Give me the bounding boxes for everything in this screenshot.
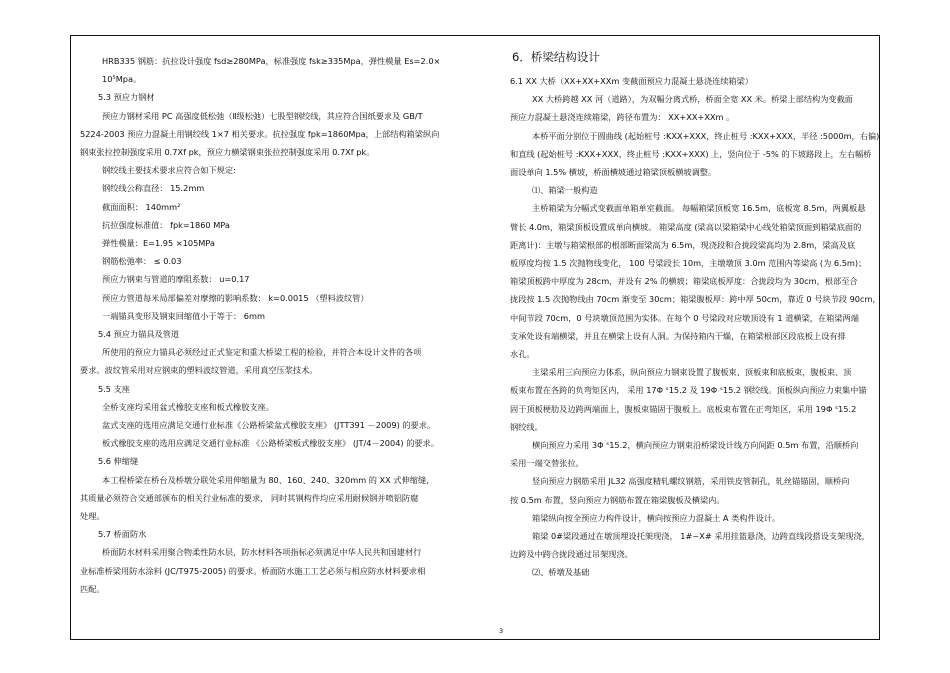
text-line: 5.5 支座 xyxy=(98,383,130,394)
text-line: 钢筋松弛率： ≤ 0.03 xyxy=(102,256,182,267)
text-line: 按 0.5m 布置，竖向预应力钢筋布置在箱梁腹板及横梁内。 xyxy=(510,494,725,505)
text-line: 5.7 桥面防水 xyxy=(98,529,147,540)
text-line: 主桥箱梁为分幅式变截面单箱单室截面。 每幅箱梁顶板宽 16.5m，底板宽 8.5m，两翼板悬 xyxy=(532,203,866,214)
text-line: 钢绞线。 xyxy=(510,421,543,432)
text-line: 预应力管道每米局部偏差对摩擦的影响系数： k=0.0015 （塑料波纹管） xyxy=(102,292,369,303)
text-line: 桥面防水材料采用聚合物柔性防水层，防水材料各项指标必须满足中华人民共和国建材行 xyxy=(102,547,422,558)
left-column xyxy=(80,52,463,598)
text-line: 箱梁顶板跨中厚度为 28cm，并设有 2% 的横坡；箱梁底板厚度：合拢段均为 30cm，根部至合 xyxy=(510,276,858,287)
text-line: 5224-2003 预应力混凝土用钢绞线 1×7 相关要求。抗拉强度 fpk=1860Mpa，上部结构箱梁纵向 xyxy=(80,128,440,139)
text-line: 所使用的预应力锚具必须经过正式鉴定和重大桥梁工程的检验，并符合本设计文件的各项 xyxy=(102,347,422,358)
text-line: 5.6 伸缩缝 xyxy=(98,456,139,467)
text-line: 本桥平面分别位于圆曲线 (起始桩号 :KXX+XXX，终止桩号 :KXX+XXX，半径 :5000m，右偏) xyxy=(532,130,880,141)
text-line: 固于顶板梗肋及边跨两端面上，腹板束锚固于腹板上。底板束布置在正弯矩区，采用 19Φ ˢ15.2 xyxy=(510,403,857,414)
text-line: 预应力钢束与管道的摩阻系数： u=0.17 xyxy=(102,274,250,285)
text-line: 其质量必须符合交通部颁布的相关行业标准的要求， 同时其钢构件均应采用耐候钢并喷铝防腐 xyxy=(80,492,419,503)
text-line: 一端锚具变形及钢束回缩值小于等于： 6mm xyxy=(102,310,265,321)
text-line: 面设单向 1.5% 横坡，桥面横坡通过箱梁顶板横坡调整。 xyxy=(510,167,717,178)
text-line: 预应力混凝土悬浇连续箱梁，跨径布置为： XX+XX+XXm 。 xyxy=(510,112,735,123)
text-line: ⑴、箱梁一般构造 xyxy=(532,185,598,196)
text-line: 水孔。 xyxy=(510,349,535,360)
text-line: 10⁵Mpa。 xyxy=(102,74,142,85)
text-line: 6.1 XX 大桥（XX+XX+XXm 变截面预应力混凝土悬浇连续箱梁） xyxy=(510,76,753,86)
text-line: 板式橡胶支座的选用应满足交通行业标准 《公路桥梁板式橡胶支座》 (JT/4－2004) 的要求。 xyxy=(102,438,439,449)
text-line: 采用一端交替张拉。 xyxy=(510,458,584,469)
text-line: 截面面积： 140mm² xyxy=(102,201,181,212)
text-line: 钢束张拉控制强度采用 0.7Xf pk，预应力横梁钢束张拉控制强度采用 0.7Xf pk。 xyxy=(80,147,375,158)
text-line: 5.4 预应力锚具及管道 xyxy=(98,329,180,340)
text-line: 业标准桥梁用防水涂料 (JC/T975-2005) 的要求。桥面防水施工工艺必须与相应防水材料要求相 xyxy=(80,565,426,576)
text-line: 距离计)：主墩与箱梁根部的根部断面梁高为 6.5m，现浇段和合拢段梁高均为 2.8m，梁高及底 xyxy=(510,239,856,250)
text-line: 板厚度均按 1.5 次抛物线变化， 100 号梁段长 10m，主墩墩顶 3.0m 范围内等梁高 (为 6.5m)； xyxy=(510,258,867,269)
right-paragraphs xyxy=(510,72,881,582)
text-line: 本工程桥梁在桥台及桥墩分联处采用伸缩量为 80、160、240、320mm 的 XX 式伸缩缝， xyxy=(102,474,435,485)
text-line: 匹配。 xyxy=(80,583,105,594)
right-column xyxy=(510,34,881,582)
text-line: 支承处设有端横梁，并且在横梁上设有人洞。为保持箱内干燥，在箱梁根部区段底板上设有排 xyxy=(510,330,846,341)
text-line: 箱梁 0#梁段通过在墩顶埋设托架现浇， 1#~X# 采用挂篮悬浇，边跨直线段搭设支架现浇， xyxy=(532,531,870,542)
text-line: 钢绞线主要技术要求应符合如下规定: xyxy=(102,165,236,176)
text-line: ⑵、桥墩及基础 xyxy=(532,567,590,578)
text-line: 拢段按 1.5 次抛物线由 70cm 渐变至 30cm；箱梁腹板厚：跨中厚 50cm，靠近 0 号块节段 90cm， xyxy=(510,294,881,305)
text-line: 中间节段 70cm，0 号块墩顶范围为实体。在每个 0 号梁段对应墩顶设有 1 道横梁，在箱梁两端 xyxy=(510,312,859,323)
text-line: 和直线 (起始桩号 :KXX+XXX，终止桩号 :KXX+XXX) 上，竖向位于 -5% 的下坡路段上，左右幅桥 xyxy=(510,148,872,159)
page-number: 3 xyxy=(499,627,504,635)
text-line: 预应力钢材采用 PC 高强度低松弛（Ⅱ级松弛）七股型钢绞线，其应符合国纸要求及 GB/T xyxy=(102,110,423,121)
text-line: XX 大桥跨越 XX 河（道路），为双幅分离式桥，桥面全宽 XX 米。桥梁上部结构为变截面 xyxy=(532,94,853,105)
text-line: 抗拉强度标准值： fpk=1860 MPa xyxy=(102,219,230,230)
text-line: 弹性模量：E=1.95 ×105MPa xyxy=(102,238,215,249)
text-line: 盆式支座的选用应满足交通行业标准《公路桥梁盆式橡胶支座》 (JTT391 －2009) 的要求。 xyxy=(102,420,436,431)
text-line: 边跨及中跨合拢段通过吊架现浇。 xyxy=(510,549,633,560)
text-line: 5.3 预应力钢材 xyxy=(98,92,155,103)
text-line: HRB335 钢筋：抗拉设计强度 fsd≥280MPa，标准强度 fsk≥335Mpa，弹性模量 Es=2.0× xyxy=(102,56,441,66)
text-line: 主梁采用三向预应力体系，纵向预应力钢束设置了腹板束、顶板束和底板束，腹板束、顶 xyxy=(532,367,852,378)
text-line: 臂长 4.0m，箱梁顶板设置成单向横坡。 箱梁高度 (梁高以梁箱梁中心线处箱梁顶面到箱梁底面的 xyxy=(510,221,862,232)
text-line: 全桥支座均采用盆式橡胶支座和板式橡胶支座。 xyxy=(102,401,274,412)
text-line: 钢绞线公称直径： 15.2mm xyxy=(102,183,205,194)
text-line: 板束布置在各跨的负弯矩区内， 采用 17Φ ˢ15.2 及 19Φ ˢ15.2 钢绞线。顶板纵向预应力束集中锚 xyxy=(510,385,867,396)
text-line: 处理。 xyxy=(80,511,105,522)
text-line: 竖向预应力钢筋采用 JL32 高强度精轧螺纹钢筋，采用铁皮管制孔，轧丝锚锚固，顺桥向 xyxy=(532,476,850,487)
section-title: 6．桥梁结构设计 xyxy=(512,50,600,64)
text-line: 横向预应力采用 3Φ ˢ15.2，横向预应力钢束沿桥梁设计线方向间距 0.5m 布置，沿顺桥向 xyxy=(532,440,859,451)
text-line: 箱梁纵向按全预应力构件设计，横向按预应力混凝土 A 类构件设计。 xyxy=(532,512,781,523)
text-line: 要求。波纹管采用对应钢束的塑料波纹管道，采用真空压浆技术。 xyxy=(80,365,318,376)
